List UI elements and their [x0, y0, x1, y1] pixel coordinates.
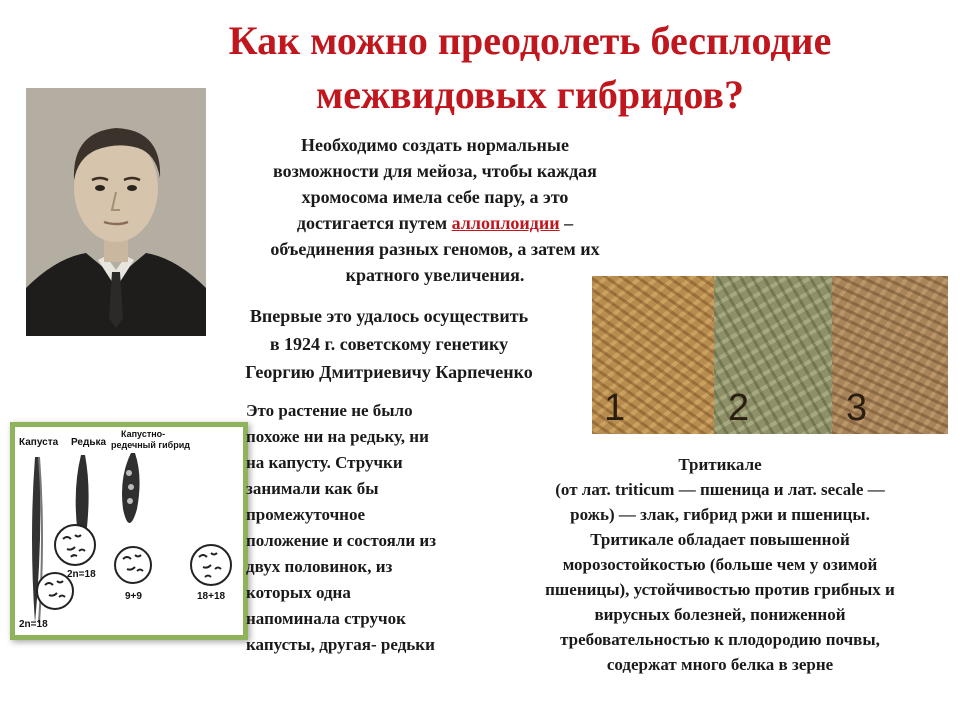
karpechenko-line-2: в 1924 г. советскому генетику	[269, 334, 509, 354]
triticale-heading: Тритикале	[678, 455, 762, 474]
triticale-line-3: рожь) — злак, гибрид ржи и пшеницы.	[570, 505, 870, 524]
karpechenko-line-3: Георгию Дмитриевичу Карпеченко	[245, 362, 533, 382]
allopolyploidy-link[interactable]: аллоплоидии	[451, 213, 560, 233]
plant-line-6: положение и состояли из	[246, 531, 437, 550]
plant-line-8: которых одна	[246, 583, 351, 602]
intro-line-4	[200, 210, 670, 236]
grain-label-3: 3	[846, 387, 868, 429]
karpechenko-line-1: Впервые это удалось осуществить	[249, 306, 529, 326]
plant-line-2: похоже ни на редьку, ни	[246, 427, 429, 446]
hybrid-chromosome-label-1: 9+9	[125, 591, 142, 602]
plant-line-10: капусты, другая- редьки	[246, 635, 435, 654]
plant-line-3: на капусту. Стручки	[246, 453, 403, 472]
plant-line-5: промежуточное	[246, 505, 365, 524]
portrait-image	[26, 88, 206, 336]
slide-title-line-1: Как можно преодолеть бесплодие	[228, 18, 832, 63]
diagram-col-hybrid-b: редечный гибрид	[111, 440, 190, 450]
plant-line-7: двух половинок, из	[246, 557, 393, 576]
grain-photos	[592, 276, 948, 434]
diagram-col-cabbage: Капуста	[19, 437, 59, 448]
allopolyploidy-explanation	[200, 132, 670, 288]
karpechenko-portrait	[26, 88, 206, 336]
intro-line-5: объединения разных геномов, а затем их	[270, 239, 600, 259]
intro-line-4-before: достигается путем	[296, 213, 452, 233]
karpechenko-text	[186, 302, 592, 386]
pod-diagram-svg	[15, 427, 243, 635]
cabbage-chromosome-label: 2n=18	[19, 619, 48, 630]
triticale-line-2: (от лат. triticum — пшеница и лат. secale —	[555, 480, 885, 499]
intro-line-3: хромосома имела себе пару, а это	[301, 187, 569, 207]
triticale-line-5: морозостойкостью (больше чем у озимой	[562, 555, 878, 574]
intro-line-1: Необходимо создать нормальные	[301, 135, 569, 155]
triticale-description	[490, 452, 950, 677]
triticale-line-9: содержат много белка в зерне	[606, 655, 834, 674]
hybrid-cell-1	[115, 547, 151, 583]
radish-cell	[55, 525, 95, 565]
cabbage-cell	[37, 573, 73, 609]
triticale-line-6: пшеницы), устойчивостью против грибных и	[545, 580, 895, 599]
triticale-line-7: вирусных болезней, пониженной	[594, 605, 846, 624]
triticale-line-8: требовательностью к плодородию почвы,	[560, 630, 880, 649]
triticale-line-4: Тритикале обладает повышенной	[590, 530, 850, 549]
slide-title-line-2: межвидовых гибридов?	[315, 72, 745, 117]
diagram-col-radish: Редька	[71, 437, 107, 448]
hybrid-chromosome-label-2: 18+18	[197, 591, 226, 602]
grain-label-2: 2	[728, 387, 750, 429]
slide-title	[120, 14, 940, 122]
intro-line-4-after: –	[559, 213, 574, 233]
hybrid-pod-diagram	[10, 422, 248, 640]
plant-line-9: напоминала стручок	[246, 609, 406, 628]
intro-line-6: кратного увеличения.	[345, 265, 525, 285]
diagram-col-hybrid-a: Капустно-	[121, 429, 166, 439]
intro-line-2: возможности для мейоза, чтобы каждая	[273, 161, 597, 181]
hybrid-plant-description	[246, 398, 486, 658]
plant-line-1: Это растение не было	[246, 401, 413, 420]
grain-label-1: 1	[604, 387, 626, 429]
radish-chromosome-label: 2n=18	[67, 569, 96, 580]
plant-line-4: занимали как бы	[246, 479, 379, 498]
